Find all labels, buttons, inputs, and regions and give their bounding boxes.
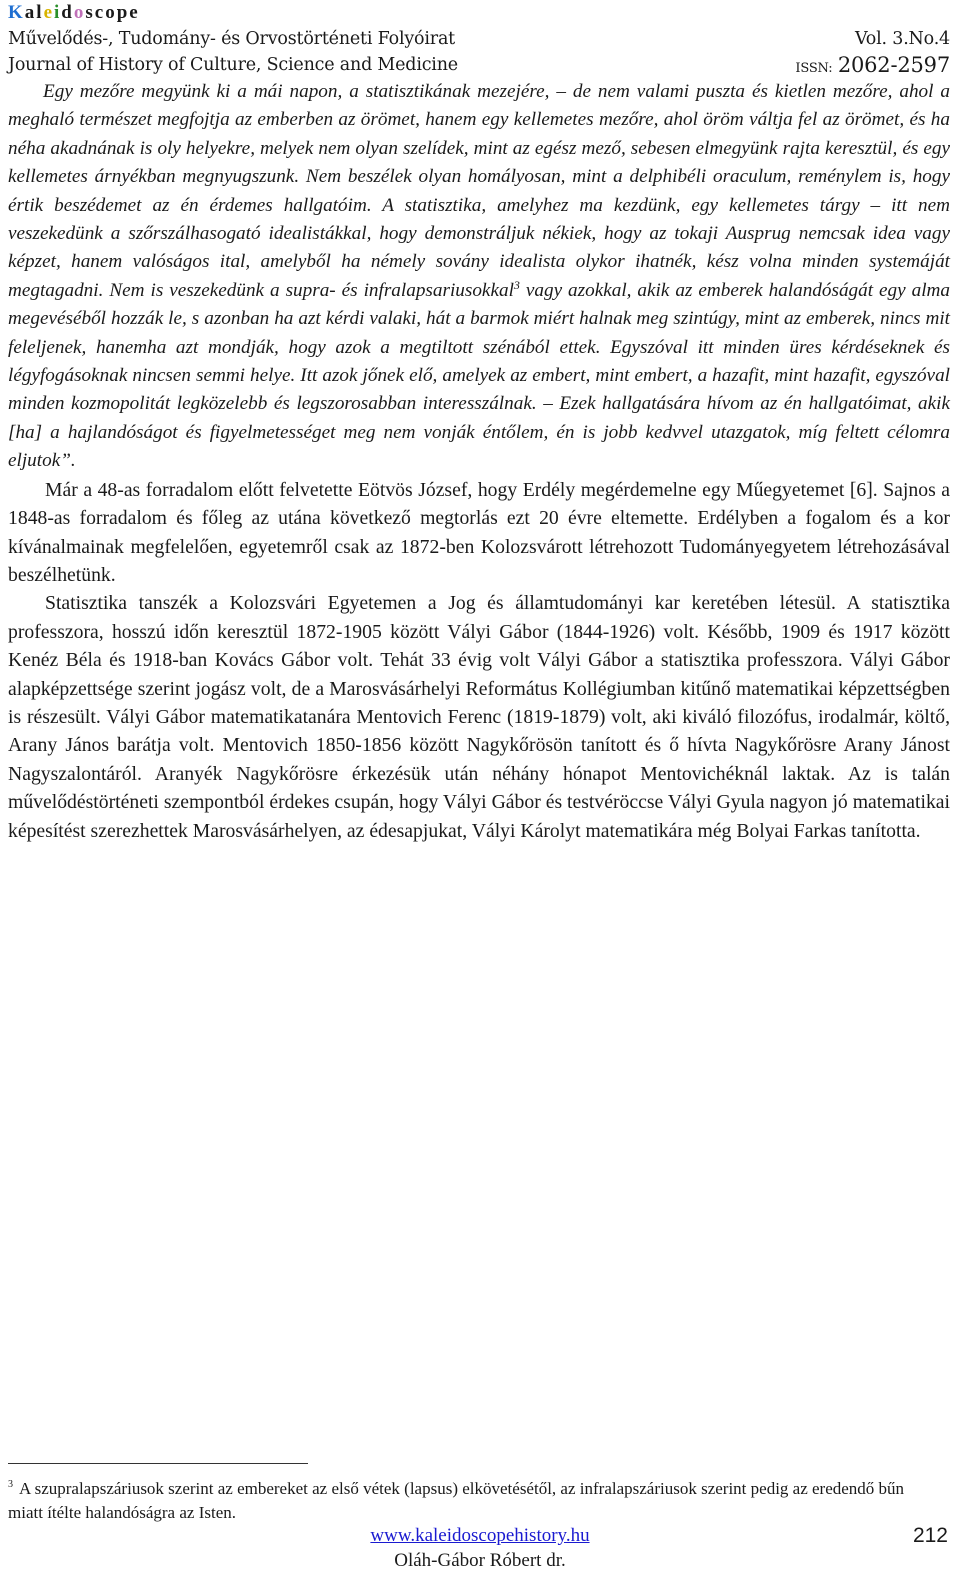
footnote-number: 3 [8, 1479, 13, 1490]
brand-letter: i [54, 2, 62, 23]
journal-subtitle-en: Journal of History of Culture, Science and Medicine [8, 55, 458, 75]
header-row-1 [8, 26, 950, 52]
page-number: 212 [912, 1524, 948, 1547]
brand-letter: e [129, 2, 140, 23]
brand-letter: p [116, 2, 130, 23]
quoted-passage [8, 78, 950, 476]
footnote-divider [8, 1463, 308, 1464]
brand-letter: a [24, 2, 37, 23]
website-link[interactable]: www.kaleidoscopehistory.hu [370, 1525, 590, 1546]
footnote [8, 1477, 920, 1525]
journal-brand-logo [8, 0, 950, 26]
brand-letter: l [36, 2, 44, 23]
issn-label: ISSN: [795, 61, 833, 76]
footnote-ref[interactable]: 3 [513, 277, 520, 292]
issn [795, 52, 950, 78]
brand-letter: d [61, 2, 74, 23]
volume-label: Vol. 3.No.4 [854, 29, 950, 49]
author-name: Oláh-Gábor Róbert dr. [394, 1550, 566, 1571]
brand-letter: e [43, 2, 54, 23]
page-header [8, 0, 950, 78]
article-body [8, 78, 950, 845]
journal-subtitle-hu: Művelődés-, Tudomány- és Orvostörténeti Folyóirat [8, 29, 456, 49]
brand-letter: c [94, 2, 106, 23]
paragraph-1: Már a 48-as forradalom előtt felvetette Eötvös József, hogy Erdély megérdemelne egy Műegyetemet [6]. Sajnos a 1848-as forradalom és főleg az utána következő megtorlás ezt 20 évre eltemette. Erdélyben a fogalom és a kor kívánalmainak megfelelően, egyetemről csak az 1872-ben Kolozsvárott létrehozott Tudományegyetem létrehozásával beszélhetünk. [8, 478, 950, 586]
quote-text-part2: vagy azokkal, akik az emberek halandóságát egy alma megevéséből hozzák le, s azonban ha azt kérdi valaki, hát a barmok miért halnak meg szintúgy, mint az emberek, nincs mit feleljenek, hanemha azt mondják, hogy azok a megtiltott szénából ettek. Egyszóval itt minden üres kérdéseknek és légyfogásoknak nincsen semmi helye. Itt azok jőnek elő, amelyek az embert, mint embert, a hazafit, mint hazafit, egyszóval minden kozmopolitát legközelebb és legszorosabban interesszálnak. – Ezek hallgatására hívom az én hallgatóimat, akik [ha] a hajlandóságot és figyelmetességet meg nem vonják éntőlem, én is jobb kedvvel utazgatok, míg feltett célomra eljutok”. [8, 279, 950, 472]
paragraph-2: Statisztika tanszék a Kolozsvári Egyetemen a Jog és államtudományi kar keretében létesül. A statisztika professzora, hosszú időn keresztül 1872-1905 között Vályi Gábor (1844-1926) volt. Később, 1909 és 1917 között Kenéz Béla és 1918-ban Kovács Gábor volt. Tehát 33 évig volt Vályi Gábor a statisztika professzora. Vályi Gábor alapképzettsége szerint jogász volt, de a Marosvásárhelyi Református Kollégiumban kitűnő matematikai képzettségben is részesült. Vályi Gábor matematikatanára Mentovich Ferenc (1819-1879) volt, aki kiváló filozófus, irodalmár, költő, Arany János barátja volt. Mentovich 1850-1856 között Nagykőrösön tanított és ő hívta Nagykőrösre Arany Jánost Nagyszalontáról. Aranyék Nagykőrösre érkezésük után néhány hónapot Mentovichéknál laktak. Az is talán művelődéstörténeti szempontból érdekes csupán, hogy Vályi Gábor és testvéröccse Vályi Gyula nagyon jó matematikai képesítést szerezhettek Marosvásárhelyen, az édesapjukat, Vályi Károlyt matematikára még Bolyai Farkas tanította. [8, 592, 950, 842]
brand-letter: K [8, 2, 25, 23]
header-row-2 [8, 52, 950, 78]
brand-letter: o [73, 2, 86, 23]
quote-text-part1: Egy mezőre megyünk ki a mái napon, a statisztikának mezejére, – de nem valami puszta és kietlen mezőre, ahol a meghaló természet megfojtja az emberben az örömet, hanem egy kellemetes mezőre, ahol öröm váltja fel az örömet, és ha néha akadnának is oly helyekre, melyek nem olyan szelídek, mint az egész mező, sebesen elmegyünk rajta keresztül, és egy kellemetes árnyékban megnyugszunk. Nem beszélek olyan homályosan, mint a delphibéli oraculum, reménylem is, hogy értik beszédemet az én érdemes hallgatóim. A statisztika, amelyhez ma kezdünk, egy kellemetes tárgy – itt nem veszekedünk a szőrszálhasogató idealistákkal, hogy demonstráljuk nékiek, hogy az tokaji Ausprug nemcsak idea vagy képzet, hanem valóságos ital, amelyből ha némely sovány idealista olykor ihatnék, kész volna minden systemáját megtagadni. Nem is veszekedünk a supra- és infralapsariusokkal [8, 81, 950, 301]
brand-letter: s [85, 2, 95, 23]
footnote-text: A szupralapszáriusok szerint az embereket az első vétek (lapsus) elkövetésétől, az infralapszáriusok szerint pedig az eredendő bűn miatt ítélte halandóságra az Isten. [8, 1479, 905, 1522]
issn-value: 2062-2597 [837, 53, 950, 77]
brand-letter: o [105, 2, 117, 23]
